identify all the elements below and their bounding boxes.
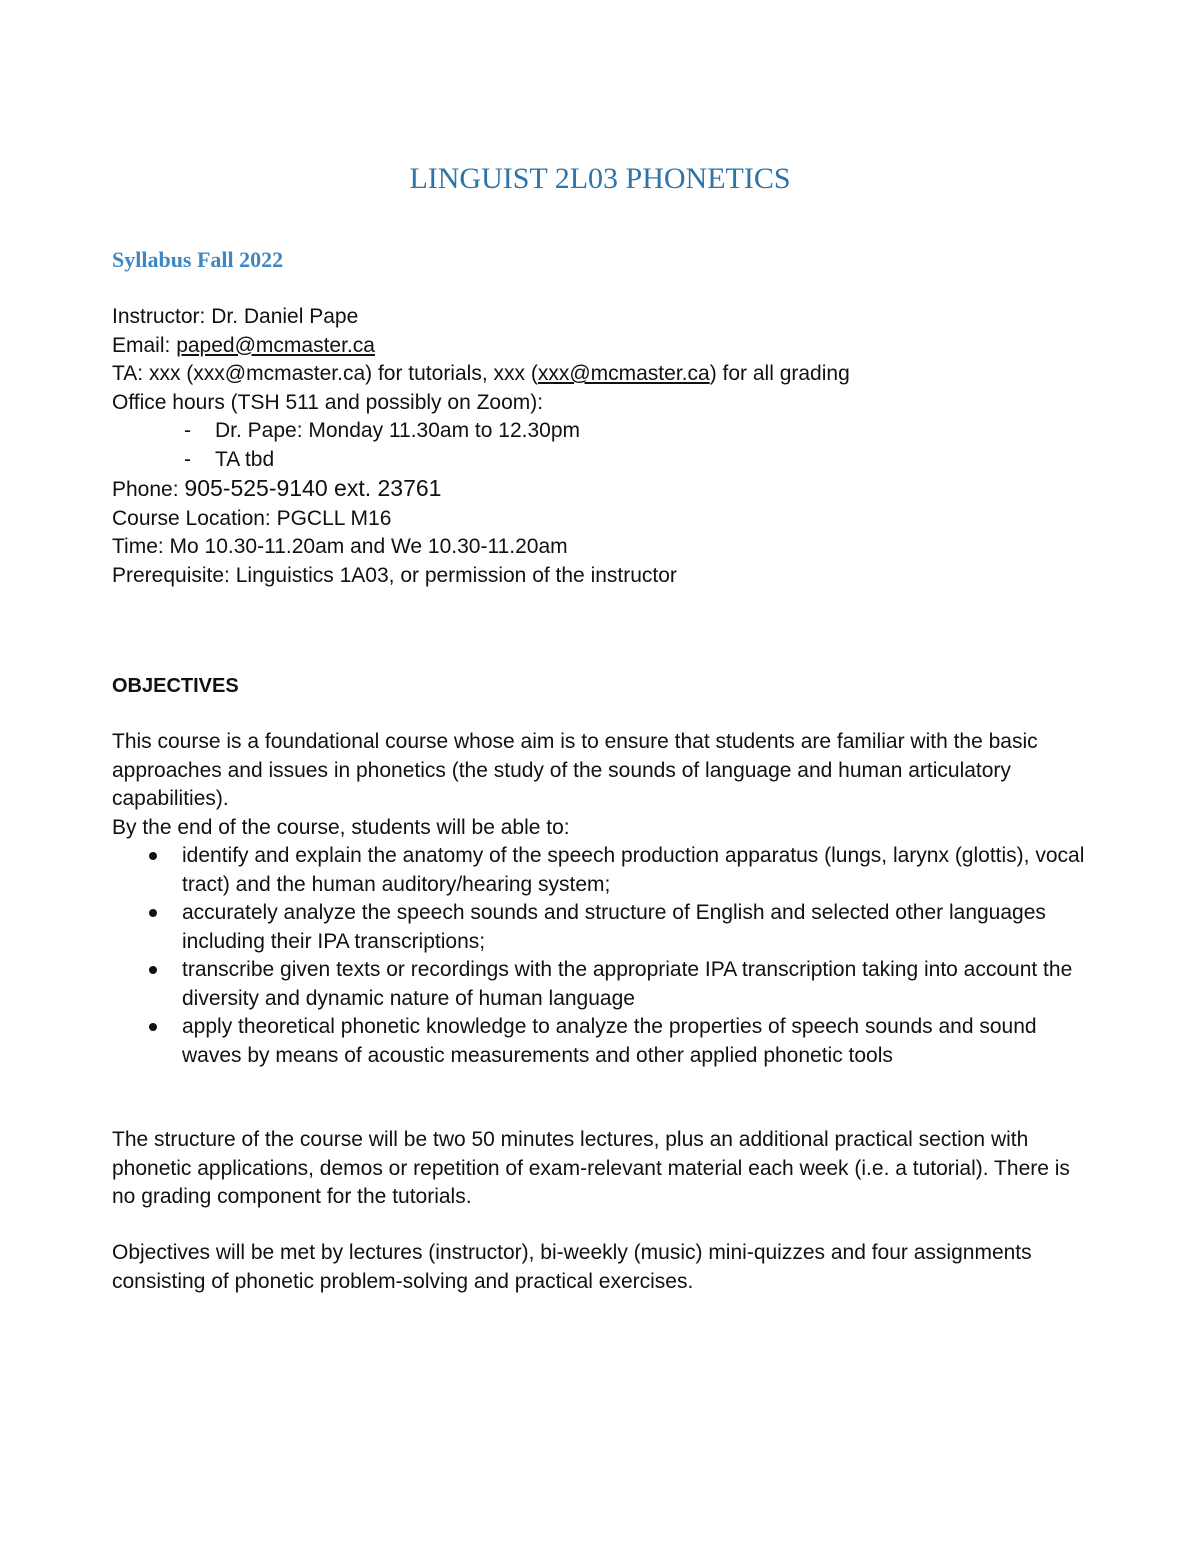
office-hours-item bbox=[112, 417, 1112, 446]
ta-suffix: ) for all grading bbox=[709, 362, 850, 385]
location-line: Course Location: PGCLL M16 bbox=[112, 506, 392, 530]
office-hours-item-text: Dr. Pape: Monday 11.30am to 12.30pm bbox=[215, 419, 580, 442]
list-item-text: apply theoretical phonetic knowledge to analyze the properties of speech sounds and sound waves by means of acoustic measurements and other applied phonetic tools bbox=[182, 1015, 1037, 1067]
prerequisite-line: Prerequisite: Linguistics 1A03, or permission of the instructor bbox=[112, 563, 677, 587]
list-item-text: transcribe given texts or recordings with the appropriate IPA transcription taking into account the diversity and dynamic nature of human language bbox=[182, 958, 1073, 1010]
course-structure-paragraph: The structure of the course will be two 50 minutes lectures, plus an additional practical section with phonetic applications, demos or repetition of exam-relevant material each week (i.e. a tutorial). There is no grading component for the tutorials. bbox=[112, 1128, 1070, 1208]
ta-line bbox=[112, 360, 1112, 389]
objectives-paragraph: This course is a foundational course whose aim is to ensure that students are familiar with the basic approaches and issues in phonetics (the study of the sounds of language and human articulatory capabilities). bbox=[112, 730, 1038, 810]
bullet-icon bbox=[149, 909, 157, 917]
bullet-icon bbox=[149, 966, 157, 974]
list-item bbox=[112, 899, 1097, 956]
email-label: Email: bbox=[112, 333, 177, 357]
list-item-text: identify and explain the anatomy of the speech production apparatus (lungs, larynx (glottis), vocal tract) and the human auditory/hearing system; bbox=[182, 844, 1085, 896]
email-link[interactable]: paped@mcmaster.ca bbox=[176, 333, 375, 357]
list-item bbox=[112, 1013, 1097, 1070]
ta-prefix: TA: xxx (xxx@mcmaster.ca) for tutorials, xxx ( bbox=[112, 362, 538, 385]
phone-line bbox=[112, 474, 1112, 505]
course-title: LINGUIST 2L03 PHONETICS bbox=[409, 162, 791, 195]
dash-marker: - bbox=[184, 419, 191, 442]
course-info-block bbox=[112, 303, 1112, 590]
phone-label: Phone: bbox=[112, 478, 185, 501]
time-line: Time: Mo 10.30-11.20am and We 10.30-11.20am bbox=[112, 535, 568, 558]
syllabus-subtitle: Syllabus Fall 2022 bbox=[112, 247, 284, 272]
office-hours-line: Office hours (TSH 511 and possibly on Zoom): bbox=[112, 390, 544, 414]
objectives-heading: OBJECTIVES bbox=[112, 675, 239, 697]
dash-marker: - bbox=[184, 447, 191, 471]
office-hours-item bbox=[112, 446, 1112, 475]
office-hours-item-text: TA tbd bbox=[215, 447, 275, 471]
email-line bbox=[112, 332, 1112, 361]
instructor-line: Instructor: Dr. Daniel Pape bbox=[112, 305, 359, 328]
assessment-paragraph: Objectives will be met by lectures (instructor), bi-weekly (music) mini-quizzes and four assignments consisting of phonetic problem-solving and practical exercises. bbox=[112, 1241, 1032, 1293]
phone-number: 905-525-9140 ext. 23761 bbox=[184, 475, 442, 501]
list-item-text: accurately analyze the speech sounds and structure of English and selected other languages including their IPA transcriptions; bbox=[182, 901, 1046, 953]
bullet-icon bbox=[149, 1023, 157, 1031]
outcomes-list bbox=[112, 842, 1097, 1070]
outcomes-intro: By the end of the course, students will be able to: bbox=[112, 816, 570, 839]
list-item bbox=[112, 956, 1097, 1013]
bullet-icon bbox=[149, 852, 157, 860]
ta-email-link[interactable]: xxx@mcmaster.ca bbox=[537, 362, 710, 385]
list-item bbox=[112, 842, 1097, 899]
